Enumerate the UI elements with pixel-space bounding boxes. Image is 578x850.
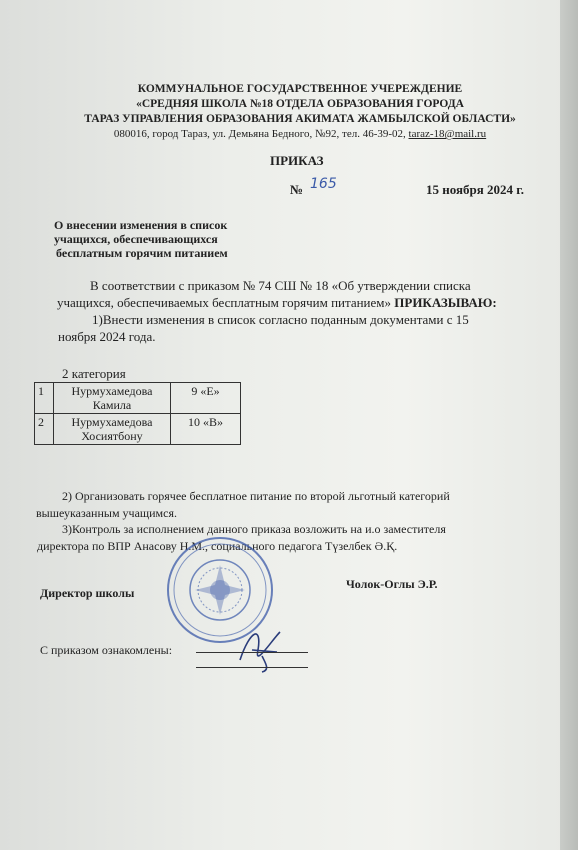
acquainted-signature-line-1	[196, 652, 308, 653]
item-2-line-2: вышеуказанным учащимся.	[36, 506, 177, 520]
item-3-line-1: 3)Контроль за исполнением данного приказа возложить на и.о заместителя	[62, 522, 446, 536]
header-line-2: «СРЕДНЯЯ ШКОЛА №18 ОТДЕЛА ОБРАЗОВАНИЯ ГОРОДА	[136, 98, 464, 110]
order-date: 15 ноября 2024 г.	[426, 182, 524, 197]
row-number: 2	[35, 414, 54, 445]
page-edge-shadow	[560, 0, 578, 850]
header-line-1: КОММУНАЛЬНОЕ ГОСУДАРСТВЕННОЕ УЧЕРЕЖДЕНИЕ	[137, 83, 463, 95]
student-name-line-1: Нурмухамедова	[71, 384, 153, 398]
address-line	[60, 128, 540, 140]
table-row	[35, 414, 241, 445]
students-table	[34, 382, 241, 445]
acquainted-signature-line-2	[196, 667, 308, 668]
order-number-prefix: №	[290, 182, 304, 197]
item-1-line-1: 1)Внести изменения в список согласно поданным документами с 15	[92, 312, 469, 327]
order-number: 165	[310, 176, 337, 192]
intro-line-2-text: учащихся, обеспечиваемых бесплатным горячим питанием»	[57, 295, 395, 310]
subject-line-3: бесплатным горячим питанием	[56, 246, 228, 260]
student-name	[54, 383, 171, 414]
intro-line-1: В соответствии с приказом № 74 СШ № 18 «Об утверждении списка	[90, 278, 471, 293]
header-line-3: ТАРАЗ УПРАВЛЕНИЯ ОБРАЗОВАНИЯ АКИМАТА ЖАМБЫЛСКОЙ ОБЛАСТИ»	[84, 113, 516, 125]
table-row	[35, 383, 241, 414]
intro-line-2	[57, 295, 497, 311]
student-name	[54, 414, 171, 445]
subject-line-2: учащихся, обеспечивающихся	[54, 232, 218, 246]
address-text: 080016, город Тараз, ул. Демьяна Бедного, №92, тел. 46-39-02,	[113, 128, 409, 140]
item-3-line-2: директора по ВПР Анасову Н.М., социального педагога Түзелбек Ә.Қ.	[37, 539, 398, 553]
director-label: Директор школы	[40, 586, 135, 600]
decree-word: ПРИКАЗЫВАЮ:	[394, 295, 497, 310]
category-label: 2 категория	[62, 366, 126, 381]
acquainted-label: С приказом ознакомлены:	[40, 643, 173, 657]
student-class: 10 «В»	[171, 414, 241, 445]
student-name-line-2: Камила	[92, 398, 132, 412]
subject-line-1: О внесении изменения в список	[54, 218, 228, 232]
item-2-line-1: 2) Организовать горячее бесплатное питание по второй льготный категорий	[62, 489, 450, 503]
item-1-line-2: ноября 2024 года.	[58, 329, 156, 344]
student-class: 9 «Е»	[171, 383, 241, 414]
row-number: 1	[35, 383, 54, 414]
student-name-line-1: Нурмухамедова	[71, 415, 153, 429]
director-name: Чолок-Оглы Э.Р.	[346, 577, 438, 591]
order-title: ПРИКАЗ	[270, 153, 324, 168]
email-link: taraz-18@mail.ru	[408, 128, 487, 140]
student-name-line-2: Хосиятбону	[81, 429, 143, 443]
